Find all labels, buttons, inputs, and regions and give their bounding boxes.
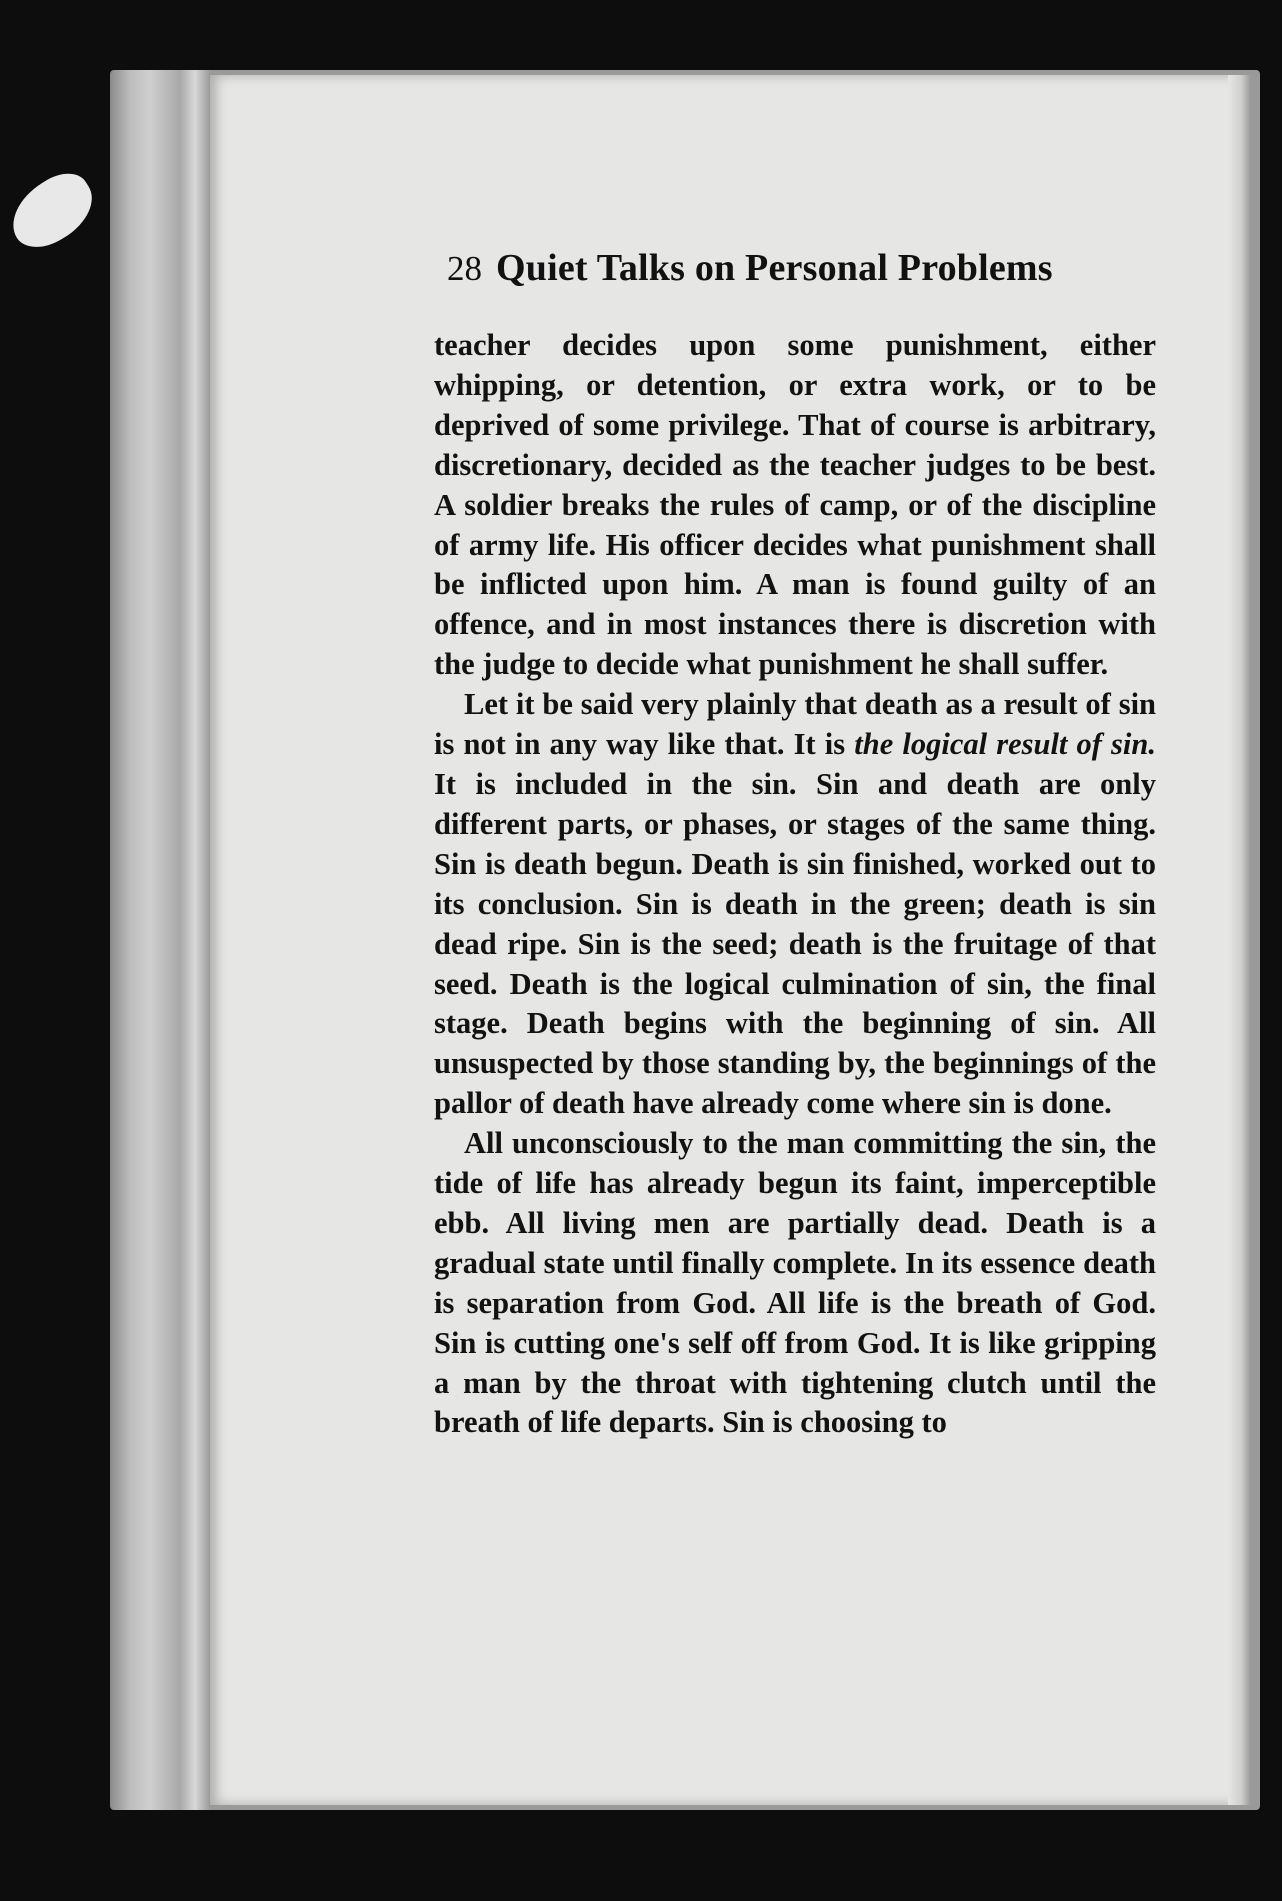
paper-scrap xyxy=(0,163,105,259)
paragraph-text: teacher decides upon some punishment, either whipping, or detention, or extra work, or to be deprived of some privilege. That of course is arbitrary, discretionary, decided as the teacher judges to be best. A soldier breaks the rules of camp, or of the discipline of army life. His officer decides what punishment shall be inflicted upon him. A man is found guilty of an offence, and in most instances there is discretion with the judge to decide what punishment he shall suffer. xyxy=(434,328,1156,682)
paragraph-text: All unconsciously to the man committing the sin, the tide of life has already begun its faint, imperceptible ebb. All living men are partially dead. Death is a gradual state until finally complete. In its essence death is separation from God. All life is the breath of God. Sin is cutting one's self off from God. It is like gripping a man by the throat with tightening clutch until the breath of life departs. Sin is choosing to xyxy=(434,1126,1156,1440)
paragraph-1 xyxy=(434,326,1156,685)
paragraph-3 xyxy=(434,1124,1156,1443)
body-text xyxy=(434,326,1156,1443)
running-header xyxy=(447,246,1117,290)
running-title: Quiet Talks on Personal Problems xyxy=(496,247,1053,289)
italic-phrase: the logical result of sin. xyxy=(854,727,1156,762)
page-gutter-shadow xyxy=(1228,75,1250,1805)
paragraph-text: Let it be said very plainly that death as a result of sin is not in any way like that. It is xyxy=(434,687,1156,762)
paragraph-text: It is included in the sin. Sin and death are only different parts, or phases, or stages of the same thing. Sin is death begun. Death is sin finished, worked out to its conclusion. Sin is death in the green; death is sin dead ripe. Sin is the seed; death is the fruitage of that seed. Death is the logical culmination of sin, the final stage. Death begins with the beginning of sin. All unsuspected by those standing by, the beginnings of the pallor of death have already come where sin is done. xyxy=(434,766,1156,1121)
paragraph-2 xyxy=(434,685,1156,1124)
page-number: 28 xyxy=(447,249,482,288)
